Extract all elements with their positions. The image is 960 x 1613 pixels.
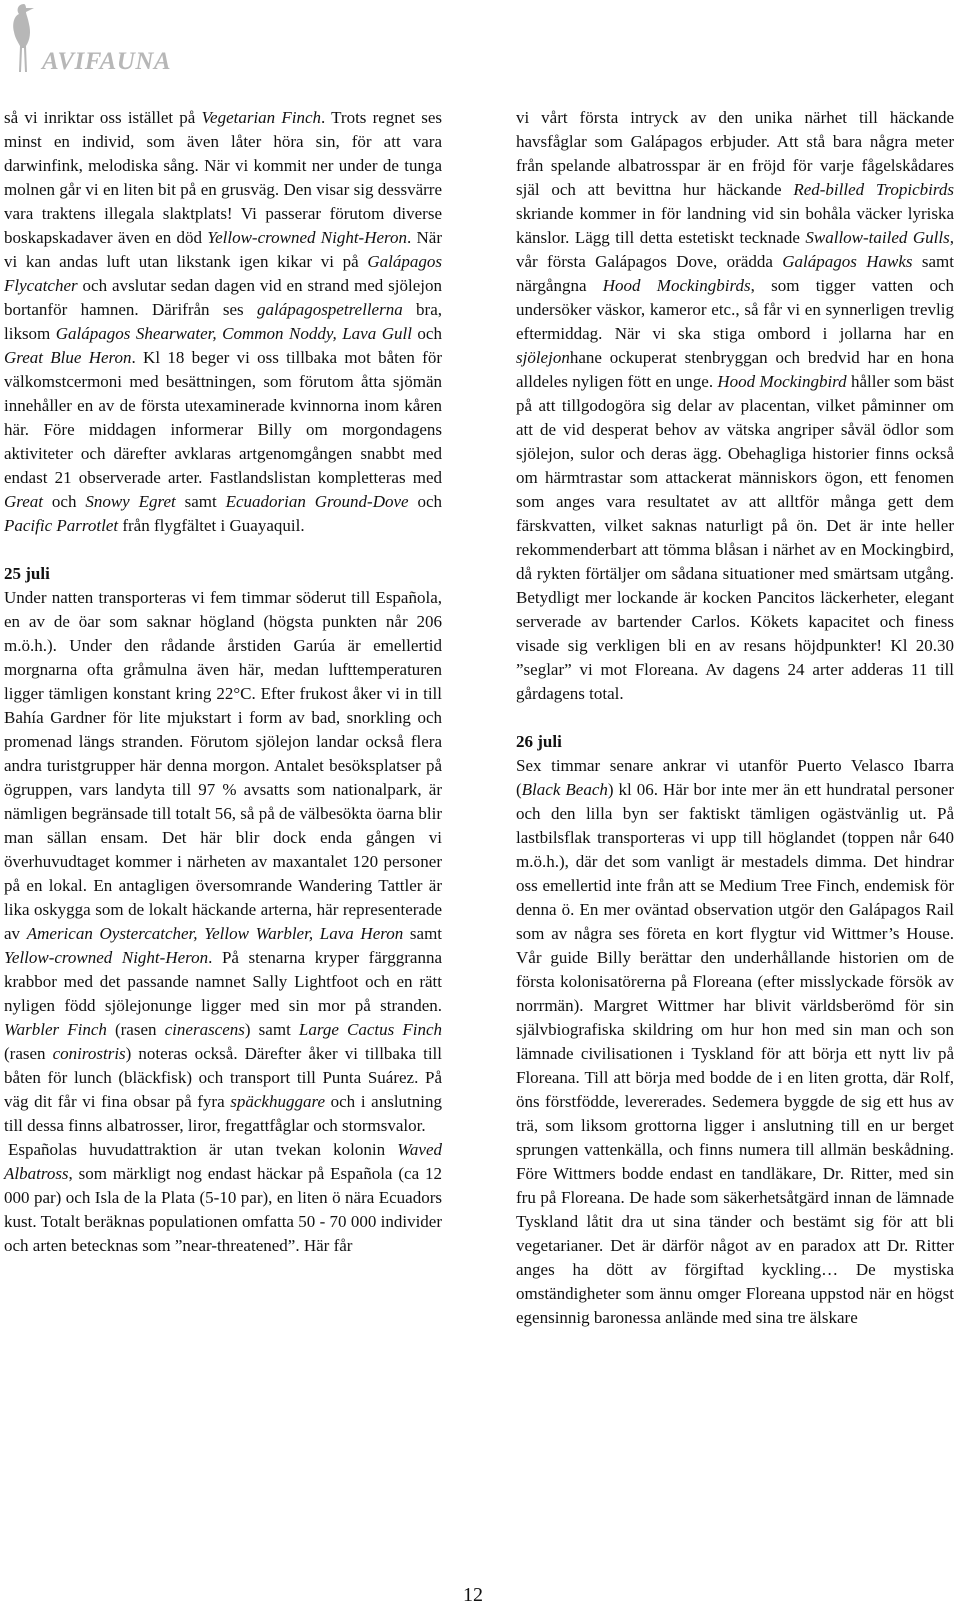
heron-logo-icon [4, 2, 40, 74]
right-column [516, 106, 954, 1330]
paragraph: vi vårt första intryck av den unika närhet till häckande havsfåglar som Galápagos erbjuder. Att stå bara några meter från spelande albatrosspar är en fröjd för varje fågelskådares själ och att bevittna hur häckande Red-billed Tropicbirds skriande kommer in för landning vid sin bohåla väcker lyriska känslor. Lägg till detta estetiskt tecknade Swallow-tailed Gulls, vår första Galápagos Dove, orädda Galápagos Hawks samt närgångna Hood Mockingbirds, som tigger vatten och undersöker väskor, kameror etc., så får vi en synnerligen trevlig eftermiddag. När vi ska stiga ombord i jollarna har en sjölejonhane ockuperat stenbryggan och bredvid har en hona alldeles nyligen fött en unge. Hood Mockingbird håller som bäst på att tillgodogöra sig delar av placentan, vilket påminner om att de vid desperat behov av vätska angriper såväl ödlor som sjölejon, sulor och deras ägg. Obehagliga historier finns också om härmtrastar som attackerat människors ögon, ett fenomen som anges vara resultatet av att alltför många gett dem färskvatten, vilket saknas naturligt på ön. Det är inte heller rekommenderbart att tömma blåsan i närhet av en Mockingbird, då rykten förtäljer om sådana situationer med smärtsam utgång. Betydligt mer lockande är kocken Pancitos läckerheter, elegant serverade av bartender Carlos. Kökets kapacitet och finess visade sig verkligen bli en av resans höjdpunkter! Kl 20.30 ”seglar” vi mot Floreana. Av dagens 24 arter adderas 11 till gårdagens total. [516, 108, 954, 703]
paragraph: så vi inriktar oss istället på Vegetarian Finch. Trots regnet ses minst en individ, som även låter höra sin, för att vara darwinfink, melodiska sång. När vi kommit ner under de tunga molnen går vi en liten bit på en grusväg. Den visar sig dessvärre vara traktens illegala slaktplats! Vi passerar förutom diverse boskapskadaver även en död Yellow-crowned Night-Heron. När vi kan andas luft utan likstank igen kikar vi på Galápagos Flycatcher och avslutar sedan dagen vid en strand med sjölejon bortanför hamnen. Därifrån ses galápagospetrellerna bra, liksom Galápagos Shearwater, Common Noddy, Lava Gull och Great Blue Heron. Kl 18 beger vi oss tillbaka mot båten för välkomstcermoni med besättningen, som förutom åtta sjömän innehåller en av de första utexaminerade kvinnorna inom kåren här. Före middagen informerar Billy om morgondagens aktiviteter och därefter avklaras artgenomgången snabbt med endast 21 observerade arter. Fastlandslistan kompletteras med Great och Snowy Egret samt Ecuadorian Ground-Dove och Pacific Parrotlet från flygfältet i Guayaquil. [4, 108, 443, 535]
date-heading-25-juli: 25 juli [4, 564, 50, 583]
logo-text: AVIFAUNA [42, 48, 172, 75]
page-number: 12 [463, 1584, 483, 1606]
paragraph: Under natten transporteras vi fem timmar söderut till Española, en av de öar som saknar högland (högsta punkten når 206 m.ö.h.). Under den rådande årstiden Garúa är emellertid morgnarna ofta gråmulna även här, medan lufttemperaturen ligger tämligen konstant kring 22°C. Efter frukost åker vi in till Bahía Gardner för lite mjukstart i form av bad, snorkling och promenad längs stranden. Förutom sjölejon landar också flera andra turistgrupper här denna morgon. Antalet besöksplatser på ögruppen, vars landyta till 97 % avsatts som nationalpark, är nämligen begränsade till totalt 56, så på de välbesökta öarna blir man sällan ensam. Det här blir dock enda gången vi överhuvudtaget kommer i närheten av maxantalet 120 personer på en lokal. En antagligen översomrande Wandering Tattler är lika oskygga som de lokalt häckande arterna, här representerade av American Oystercatcher, Yellow Warbler, Lava Heron samt Yellow-crowned Night-Heron. På stenarna kryper färggranna krabbor med det passande namnet Sally Lightfoot och en rätt nyligen född sjölejonunge ligger med sin mor på stranden. Warbler Finch (rasen cinerascens) samt Large Cactus Finch (rasen conirostris) noteras också. Därefter åker vi tillbaka till båten för lunch (bläckfisk) och transport till Punta Suárez. På väg dit får vi fina obsar på fyra späckhuggare och i anslutning till dessa finns albatrosser, liror, fregattfåglar och stormsvalor. [4, 588, 443, 1135]
date-heading-26-juli: 26 juli [516, 732, 562, 751]
left-column [4, 106, 442, 1258]
avifauna-logo [4, 2, 194, 74]
paragraph: Sex timmar senare ankrar vi utanför Puerto Velasco Ibarra (Black Beach) kl 06. Här bor inte mer än ett hundratal personer och den lilla byn ser faktiskt tämligen ogästvänlig ut. På lastbilsflak transporteras vi upp till höglandet (toppen når 640 m.ö.h.), där det som vanligt är mestadels dimma. Det hindrar oss emellertid inte från att se Medium Tree Finch, endemisk för denna ö. En mer oväntad observation utgör den Galápagos Rail som av några ses företa en kort flygtur vid Wittmer’s House. Vår guide Billy berättar den underhållande historien om de första kolonisatörerna på Floreana (efter misslyckade försök av norrmän). Margret Wittmer har blivit världsberömd för sin självbiografiska skildring om hur hon med sin man och son lämnade civilisationen i Tyskland för att börja ett nytt liv på Floreana. Till att börja med bodde de i en liten grotta, där Rolf, öns förstfödde, levererades. Sedemera byggde de sig ett hus av trä, som liksom grottorna ligger i anslutning till en ur berget sprungen vattenkälla, och finns numera till allmän beskådning. Före Wittmers bodde endast en tandläkare, Dr. Ritter, med sin fru på Floreana. De hade som säkerhetsåtgärd innan de lämnade Tyskland låtit dra ut sina tänder och bestämt sig för att bli vegetarianer. Det är därför något av en paradox att Dr. Ritter anges ha dött av förgiftad kyckling… De mystiska omständigheter som ännu omger Floreana uppstod när en högst egensinnig baronessa anlände med sina tre älskare [516, 756, 954, 1327]
paragraph: Españolas huvudattraktion är utan tvekan kolonin Waved Albatross, som märkligt nog endast häckar på Española (ca 12 000 par) och Isla de la Plata (5-10 par), en liten ö nära Ecuadors kust. Totalt beräknas populationen omfatta 50 - 70 000 individer och arten betecknas som ”near-threatened”. Här får [4, 1140, 442, 1255]
